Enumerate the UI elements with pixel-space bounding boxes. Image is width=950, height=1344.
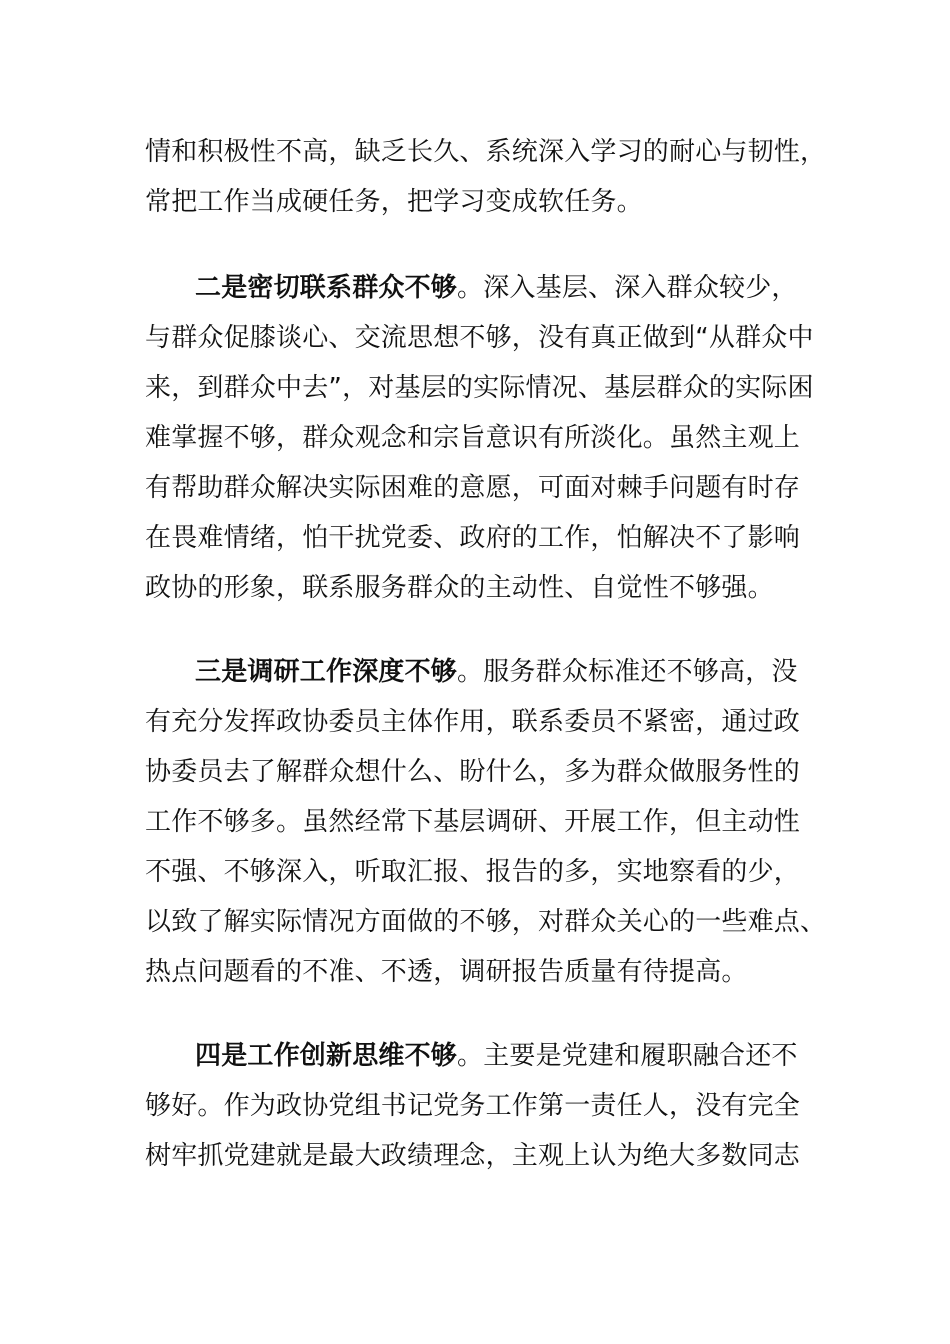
- paragraph-line: 工作不够多。虽然经常下基层调研、开展工作，但主动性: [145, 807, 801, 837]
- paragraph-first-line: [195, 656, 798, 688]
- paragraph-line: 难掌握不够，群众观念和宗旨意识有所淡化。虽然主观上: [145, 423, 801, 453]
- paragraph-first-line: [195, 272, 798, 304]
- paragraph-line: 树牢抓党建就是最大政绩理念，主观上认为绝大多数同志: [145, 1141, 801, 1171]
- paragraph-text: 。服务群众标准还不够高，没: [457, 657, 798, 687]
- paragraph-line: 有帮助群众解决实际困难的意愿，可面对棘手问题有时存: [145, 473, 801, 503]
- paragraph-text: 。深入基层、深入群众较少，: [457, 273, 798, 303]
- paragraph-line: 够好。作为政协党组书记党务工作第一责任人，没有完全: [145, 1091, 801, 1121]
- paragraph-line: 情和积极性不高，缺乏长久、系统深入学习的耐心与韧性，: [145, 137, 827, 167]
- paragraph-heading: 二是密切联系群众不够: [195, 273, 458, 303]
- paragraph-line: 在畏难情绪，怕干扰党委、政府的工作，怕解决不了影响: [145, 523, 801, 553]
- paragraph-line: 有充分发挥政协委员主体作用，联系委员不紧密，通过政: [145, 707, 801, 737]
- paragraph-line: 与群众促膝谈心、交流思想不够，没有真正做到“从群众中: [145, 323, 814, 353]
- paragraph-heading: 四是工作创新思维不够: [195, 1041, 458, 1071]
- paragraph-line: 不强、不够深入，听取汇报、报告的多，实地察看的少，: [145, 857, 801, 887]
- paragraph-text: 。主要是党建和履职融合还不: [457, 1041, 798, 1071]
- paragraph-first-line: [195, 1040, 798, 1072]
- paragraph-line: 常把工作当成硬任务，把学习变成软任务。: [145, 187, 643, 217]
- paragraph-line: 来，到群众中去”，对基层的实际情况、基层群众的实际困: [145, 373, 814, 403]
- paragraph-heading: 三是调研工作深度不够: [195, 657, 458, 687]
- paragraph-line: 热点问题看的不准、不透，调研报告质量有待提高。: [145, 957, 748, 987]
- paragraph-line: 政协的形象，联系服务群众的主动性、自觉性不够强。: [145, 573, 774, 603]
- paragraph-line: 以致了解实际情况方面做的不够，对群众关心的一些难点、: [145, 907, 827, 937]
- paragraph-line: 协委员去了解群众想什么、盼什么，多为群众做服务性的: [145, 757, 801, 787]
